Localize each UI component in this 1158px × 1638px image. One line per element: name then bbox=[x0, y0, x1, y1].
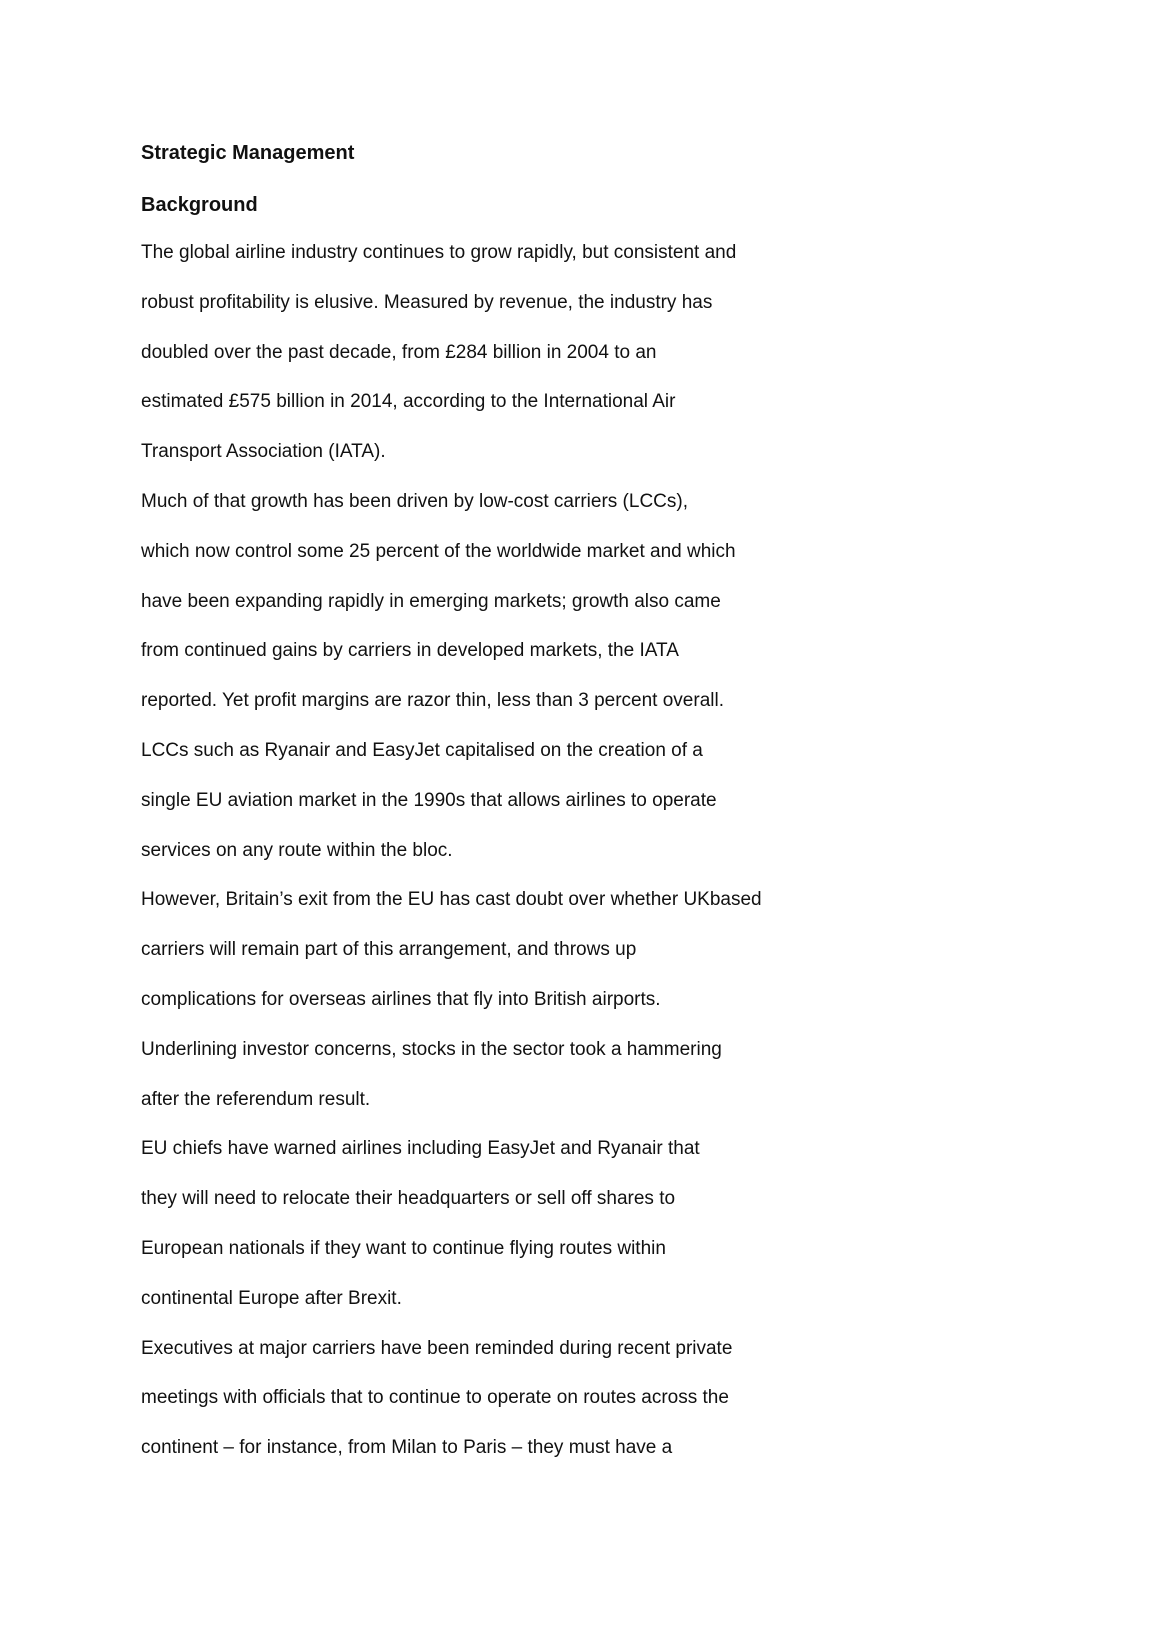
text-line: services on any route within the bloc. bbox=[141, 839, 453, 861]
text-line: reported. Yet profit margins are razor thin, less than 3 percent overall. bbox=[141, 690, 724, 712]
text-line: continental Europe after Brexit. bbox=[141, 1287, 402, 1309]
text-line: Underlining investor concerns, stocks in the sector took a hammering bbox=[141, 1038, 722, 1060]
section-heading: Background bbox=[141, 194, 258, 216]
text-line: EU chiefs have warned airlines including EasyJet and Ryanair that bbox=[141, 1138, 700, 1160]
document-title: Strategic Management bbox=[141, 142, 355, 164]
text-line: The global airline industry continues to grow rapidly, but consistent and bbox=[141, 242, 737, 263]
text-line: Transport Association (IATA). bbox=[141, 441, 386, 463]
text-line: robust profitability is elusive. Measured by revenue, the industry has bbox=[141, 291, 713, 313]
document-body bbox=[141, 138, 961, 1483]
text-line: However, Britain’s exit from the EU has cast doubt over whether UKbased bbox=[141, 889, 762, 911]
text-line: from continued gains by carriers in developed markets, the IATA bbox=[141, 640, 679, 662]
text-line: Executives at major carriers have been reminded during recent private bbox=[141, 1337, 733, 1359]
text-line: Much of that growth has been driven by low-cost carriers (LCCs), bbox=[141, 490, 688, 512]
text-line: meetings with officials that to continue to operate on routes across the bbox=[141, 1387, 729, 1409]
text-line: complications for overseas airlines that fly into British airports. bbox=[141, 988, 661, 1010]
text-line: European nationals if they want to continue flying routes within bbox=[141, 1237, 666, 1259]
text-line: continent – for instance, from Milan to Paris – they must have a bbox=[141, 1437, 673, 1459]
text-line: LCCs such as Ryanair and EasyJet capitalised on the creation of a bbox=[141, 739, 703, 761]
text-line: estimated £575 billion in 2014, according to the International Air bbox=[141, 391, 676, 413]
text-line: doubled over the past decade, from £284 billion in 2004 to an bbox=[141, 341, 657, 363]
text-line: they will need to relocate their headquarters or sell off shares to bbox=[141, 1188, 676, 1210]
text-line: carriers will remain part of this arrangement, and throws up bbox=[141, 939, 637, 961]
text-line: single EU aviation market in the 1990s that allows airlines to operate bbox=[141, 789, 717, 811]
text-line: have been expanding rapidly in emerging markets; growth also came bbox=[141, 590, 721, 612]
text-line: after the referendum result. bbox=[141, 1088, 371, 1110]
text-line: which now control some 25 percent of the worldwide market and which bbox=[141, 540, 736, 562]
body-text bbox=[141, 238, 961, 1463]
